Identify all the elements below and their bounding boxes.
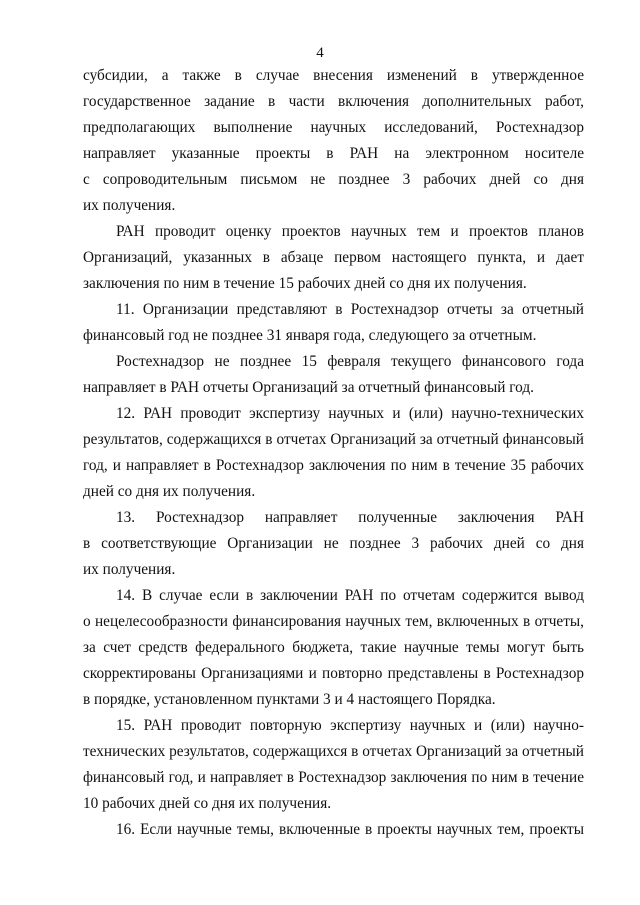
text-line: о нецелесообразности финансирования научных тем, включенных в отчеты, bbox=[83, 613, 584, 630]
text-line: направляет указанные проекты в РАН на электронном носителе bbox=[83, 145, 584, 162]
paragraph-item-16 bbox=[83, 817, 584, 843]
text-line: 10 рабочих дней со дня их получения. bbox=[83, 795, 332, 812]
text-line: с сопроводительным письмом не позднее 3 рабочих дней со дня bbox=[83, 171, 584, 188]
text-line: 14. В случае если в заключении РАН по отчетам содержится вывод bbox=[116, 587, 584, 604]
text-line: финансовый год не позднее 31 января года, следующего за отчетным. bbox=[83, 327, 537, 344]
text-line: дней со дня их получения. bbox=[83, 483, 256, 500]
text-line: год, и направляет в Ростехнадзор заключения по ним в течение 35 рабочих bbox=[83, 457, 584, 474]
text-line: результатов, содержащихся в отчетах Организаций за отчетный финансовый bbox=[83, 431, 584, 448]
text-line: в порядке, установленном пунктами 3 и 4 настоящего Порядка. bbox=[83, 691, 496, 708]
text-line: предполагающих выполнение научных исследований, Ростехнадзор bbox=[83, 119, 584, 136]
page-number: 4 bbox=[316, 45, 324, 61]
document-body bbox=[83, 63, 584, 843]
text-line: 11. Организации представляют в Ростехнадзор отчеты за отчетный bbox=[116, 301, 584, 318]
text-line: их получения. bbox=[83, 197, 176, 214]
text-line: технических результатов, содержащихся в отчетах Организаций за отчетный bbox=[83, 743, 584, 760]
text-line: в соответствующие Организации не позднее 3 рабочих дней со дня bbox=[83, 535, 584, 552]
paragraph-continuation bbox=[83, 63, 584, 219]
text-line: Ростехнадзор не позднее 15 февраля текущего финансового года bbox=[116, 353, 584, 370]
paragraph-item-13 bbox=[83, 505, 584, 583]
paragraph-ran-assessment bbox=[83, 219, 584, 297]
text-line: финансовый год, и направляет в Ростехнадзор заключения по ним в течение bbox=[83, 769, 584, 786]
text-line: 15. РАН проводит повторную экспертизу научных и (или) научно- bbox=[116, 717, 584, 734]
text-line: 13. Ростехнадзор направляет полученные заключения РАН bbox=[116, 509, 584, 526]
text-line: скорректированы Организациями и повторно представлены в Ростехнадзор bbox=[83, 665, 584, 682]
paragraph-item-11 bbox=[83, 297, 584, 349]
text-line: Организаций, указанных в абзаце первом настоящего пункта, и дает bbox=[83, 249, 584, 266]
text-line: 12. РАН проводит экспертизу научных и (или) научно-технических bbox=[116, 405, 584, 422]
text-line: РАН проводит оценку проектов научных тем и проектов планов bbox=[116, 223, 584, 240]
paragraph-rostekhnadzor-reports bbox=[83, 349, 584, 401]
paragraph-item-14 bbox=[83, 583, 584, 713]
text-line: их получения. bbox=[83, 561, 176, 578]
text-line: заключения по ним в течение 15 рабочих дней со дня их получения. bbox=[83, 275, 527, 292]
text-line: 16. Если научные темы, включенные в проекты научных тем, проекты bbox=[116, 821, 584, 838]
paragraph-item-12 bbox=[83, 401, 584, 505]
text-line: за счет средств федерального бюджета, такие научные темы могут быть bbox=[83, 639, 584, 656]
text-line: государственное задание в части включения дополнительных работ, bbox=[83, 93, 584, 110]
text-line: направляет в РАН отчеты Организаций за отчетный финансовый год. bbox=[83, 379, 534, 396]
paragraph-item-15 bbox=[83, 713, 584, 817]
text-line: субсидии, а также в случае внесения изменений в утвержденное bbox=[83, 67, 584, 84]
